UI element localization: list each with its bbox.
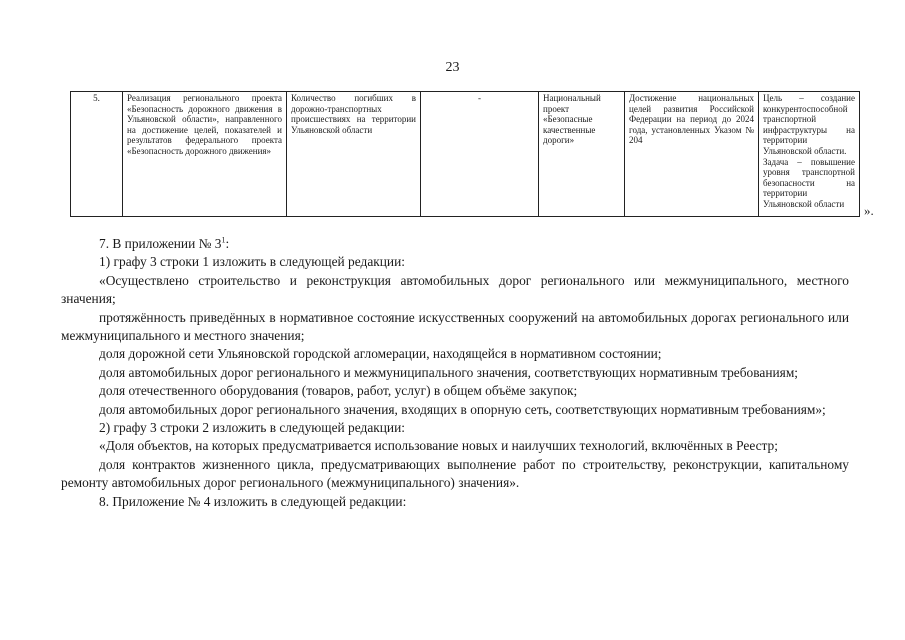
table-row (71, 92, 860, 217)
cell-row-number: 5. (71, 92, 123, 217)
page-number: 23 (445, 60, 460, 75)
paragraph: протяжённость приведённых в нормативное состояние искусственных сооружений на автомобильных дорогах регионального или межмуниципального и местного значения; (61, 309, 849, 344)
paragraph: доля дорожной сети Ульяновской городской агломерации, находящейся в нормативном состоянии; (99, 346, 662, 362)
cell-national-project: Национальный проект «Безопасные качественные дороги» (539, 92, 625, 217)
cell-empty-dash: - (421, 92, 539, 217)
cell-indicator: Количество погибших в дорожно-транспортных происшествиях на территории Ульяновской области (287, 92, 421, 217)
paragraph: «Осуществлено строительство и реконструкция автомобильных дорог регионального или межмуниципального, местного значения; (61, 272, 849, 307)
task-text: Задача – повышение уровня транспортной безопасности на территории Ульяновской области (763, 156, 855, 209)
cell-goal-task (759, 92, 860, 217)
paragraph: доля контрактов жизненного цикла, предусматривающих выполнение работ по строительству, реконструкции, капитальному ремонту автомобильных дорог регионального (межмуниципального) значения». (61, 456, 849, 491)
paragraph: 2) графу 3 строки 2 изложить в следующей редакции: (99, 420, 405, 436)
indicators-table (70, 91, 860, 217)
goal-text: Цель – создание конкурентоспособной транспортной инфраструктуры на территории Ульяновской области. (763, 93, 855, 156)
paragraph: 1) графу 3 строки 1 изложить в следующей редакции: (99, 254, 405, 270)
paragraph: доля автомобильных дорог регионального и межмуниципального значения, соответствующих нормативным требованиям; (99, 364, 799, 380)
item-8-heading: 8. Приложение № 4 изложить в следующей редакции: (99, 493, 407, 509)
paragraph: доля отечественного оборудования (товаров, работ, услуг) в общем объёме закупок; (99, 383, 578, 399)
document-body (61, 235, 849, 511)
closing-quote: ». (864, 203, 874, 218)
item-7-heading: 7. В приложении № $3^1$: (99, 235, 230, 251)
paragraph: «Доля объектов, на которых предусматривается использование новых и наилучших технологий, включённых в Реестр; (99, 438, 778, 454)
paragraph: доля автомобильных дорог регионального значения, входящих в опорную сеть, соответствующих нормативным требованиям»; (99, 401, 826, 417)
cell-project-name: Реализация регионального проекта «Безопасность дорожного движения в Ульяновской области», направленного на достижение целей, показателей и результатов федерального проекта «Безопасность дорожного движения» (123, 92, 287, 217)
cell-national-goal: Достижение национальных целей развития Российской Федерации на период до 2024 года, установленных Указом № 204 (625, 92, 759, 217)
